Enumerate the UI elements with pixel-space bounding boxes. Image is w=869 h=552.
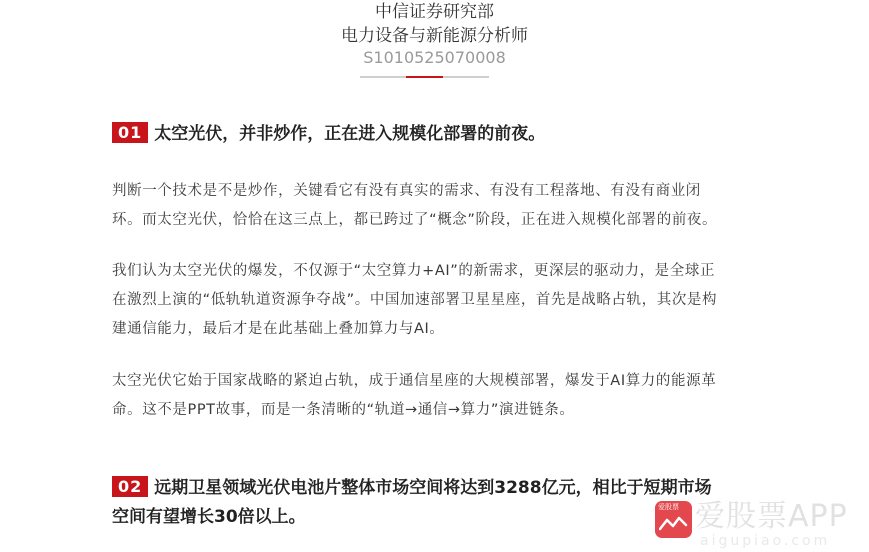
watermark-sub: aigupiao.com [700,533,831,549]
paragraph-line: 太空光伏它始于国家战略的紧迫占轨，成于通信星座的大规模部署，爆发于AI算力的能源革 [112,373,717,389]
header-divider-accent [406,76,443,78]
section-heading-01 [112,120,772,149]
section-number-badge: 01 [112,122,148,143]
section-heading-text: 太空光伏，并非炒作，正在进入规模化部署的前夜。 [154,124,546,144]
watermark-logo-text: 爱股票 [658,503,679,511]
analyst-title: 电力设备与新能源分析师 [341,26,528,46]
paragraph-line: 环。而太空光伏，恰恰在这三点上，都已跨过了“概念”阶段，正在进入规模化部署的前夜。 [112,212,718,228]
paragraph-line: 我们认为太空光伏的爆发，不仅源于“太空算力+AI”的新需求，更深层的驱动力，是全球正 [112,263,716,279]
paragraph-1 [112,177,752,235]
section-heading-text: 远期卫星领域光伏电池片整体市场空间将达到3288亿元，相比于短期市场 [154,478,712,498]
watermark-brand: 爱股票APP [695,499,848,534]
header-divider-right [443,76,489,78]
chart-trend-icon [659,513,688,533]
paragraph-line: 判断一个技术是不是炒作，关键看它有没有真实的需求、有没有工程落地、有没有商业闭 [112,183,701,199]
header-divider-left [360,76,406,78]
license-number: S1010525070008 [363,48,506,67]
paragraph-3 [112,367,752,425]
paragraph-line: 命。这不是PPT故事，而是一条清晰的“轨道→通信→算力”演进链条。 [112,402,575,418]
section-heading-text-line-2: 空间有望增长30倍以上。 [112,507,306,527]
watermark [655,495,869,552]
paragraph-line: 在激烈上演的“低轨轨道资源争夺战”。中国加速部署卫星星座，首先是战略占轨，其次是构 [112,292,718,308]
section-number-badge: 02 [112,476,148,497]
paragraph-line: 建通信能力，最后才是在此基础上叠加算力与AI。 [112,321,445,337]
org-name: 中信证券研究部 [375,2,494,22]
paragraph-2 [112,257,752,344]
watermark-logo [655,501,692,538]
